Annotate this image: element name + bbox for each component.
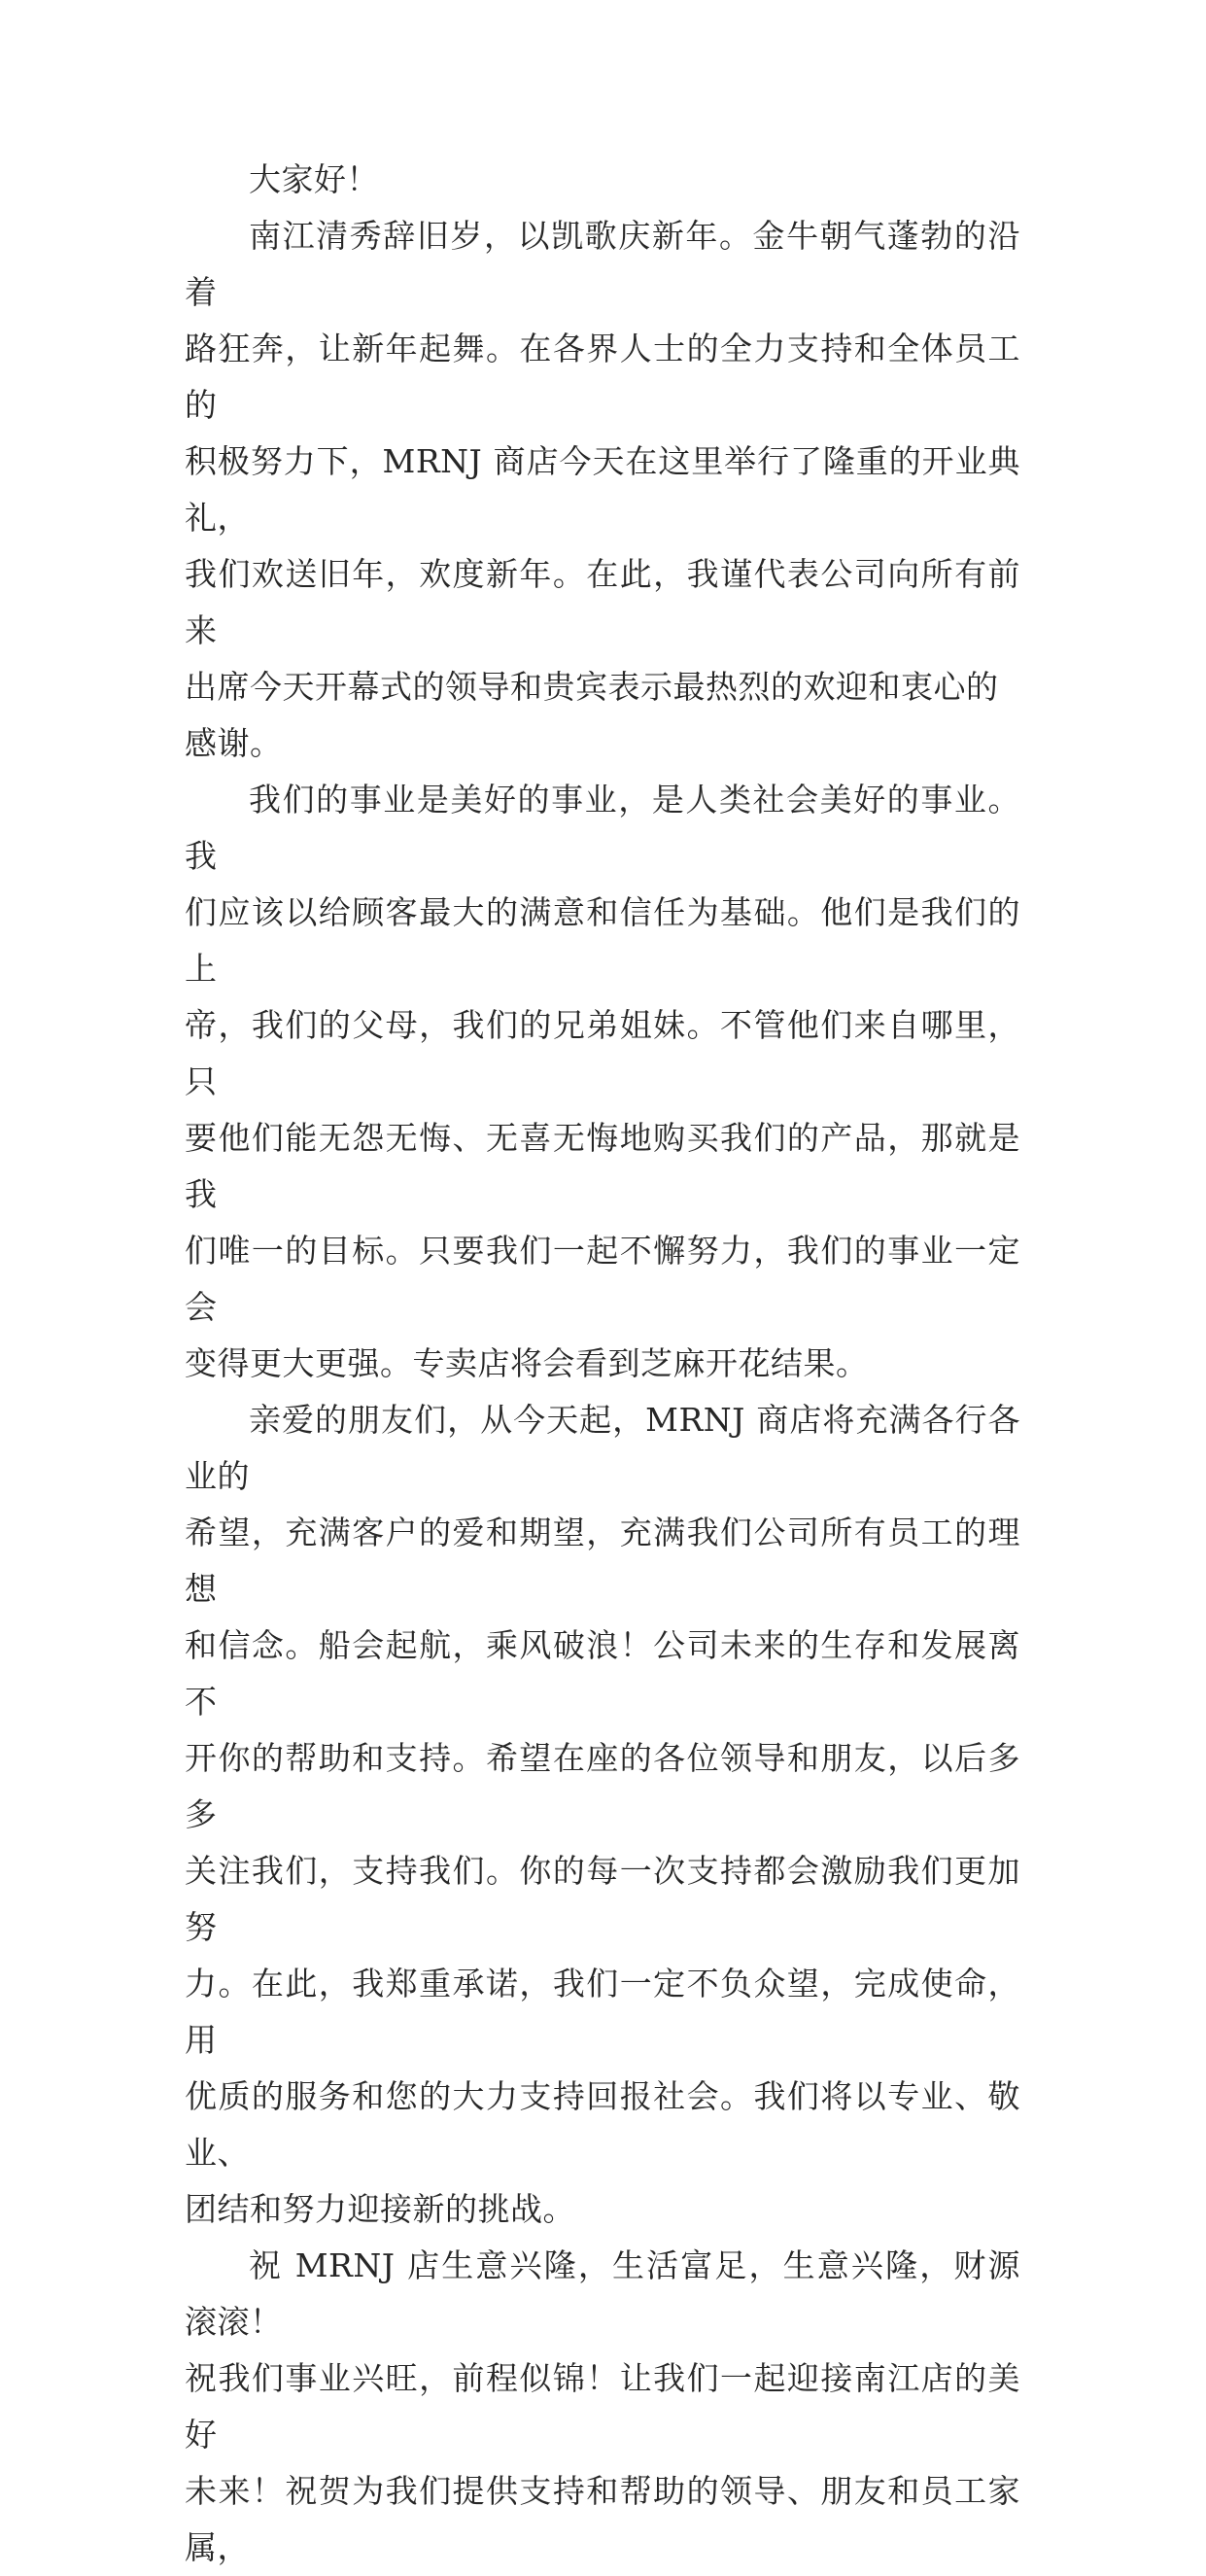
opening-paragraph: 南江清秀辞旧岁，以凯歌庆新年。金牛朝气蓬勃的沿着 路狂奔，让新年起舞。在各界人士的全力支持和全体员工的 积极努力下，MRNJ 商店今天在这里举行了隆重的开业典礼， 我们欢送旧年，欢度新年。在此，我谨代表公司向所有前来 出席今天开幕式的领导和贵宾表示最热烈的欢迎和衷心的 感谢。 (185, 217, 1020, 762)
greeting-paragraph: 大家好！ (249, 160, 379, 198)
document-body (185, 152, 1020, 2576)
wishes-paragraph: 祝 MRNJ 店生意兴隆，生活富足，生意兴隆，财源滚滚！ 祝我们事业兴旺，前程似锦！让我们一起迎接南江店的美好 未来！祝贺为我们提供支持和帮助的领导、朋友和员工家属， (185, 2246, 1020, 2566)
friends-paragraph: 亲爱的朋友们，从今天起，MRNJ 商店将充满各行各业的 希望，充满客户的爱和期望，充满我们公司所有员工的理想 和信念。船会起航，乘风破浪！公司未来的生存和发展离不 开你的帮助和支持。希望在座的各位领导和朋友，以后多多 关注我们，支持我们。你的每一次支持都会激励我们更加努 力。在此，我郑重承诺，我们一定不负众望，完成使命，用 优质的服务和您的大力支持回报社会。我们将以专业、敬业、 团结和努力迎接新的挑战。 (185, 1401, 1020, 2228)
mission-paragraph: 我们的事业是美好的事业，是人类社会美好的事业。我 们应该以给顾客最大的满意和信任为基础。他们是我们的上 帝，我们的父母，我们的兄弟姐妹。不管他们来自哪里，只 要他们能无怨无悔、无喜无悔地购买我们的产品，那就是我 们唯一的目标。只要我们一起不懈努力，我们的事业一定会 变得更大更强。专卖店将会看到芝麻开花结果。 (185, 781, 1020, 1382)
